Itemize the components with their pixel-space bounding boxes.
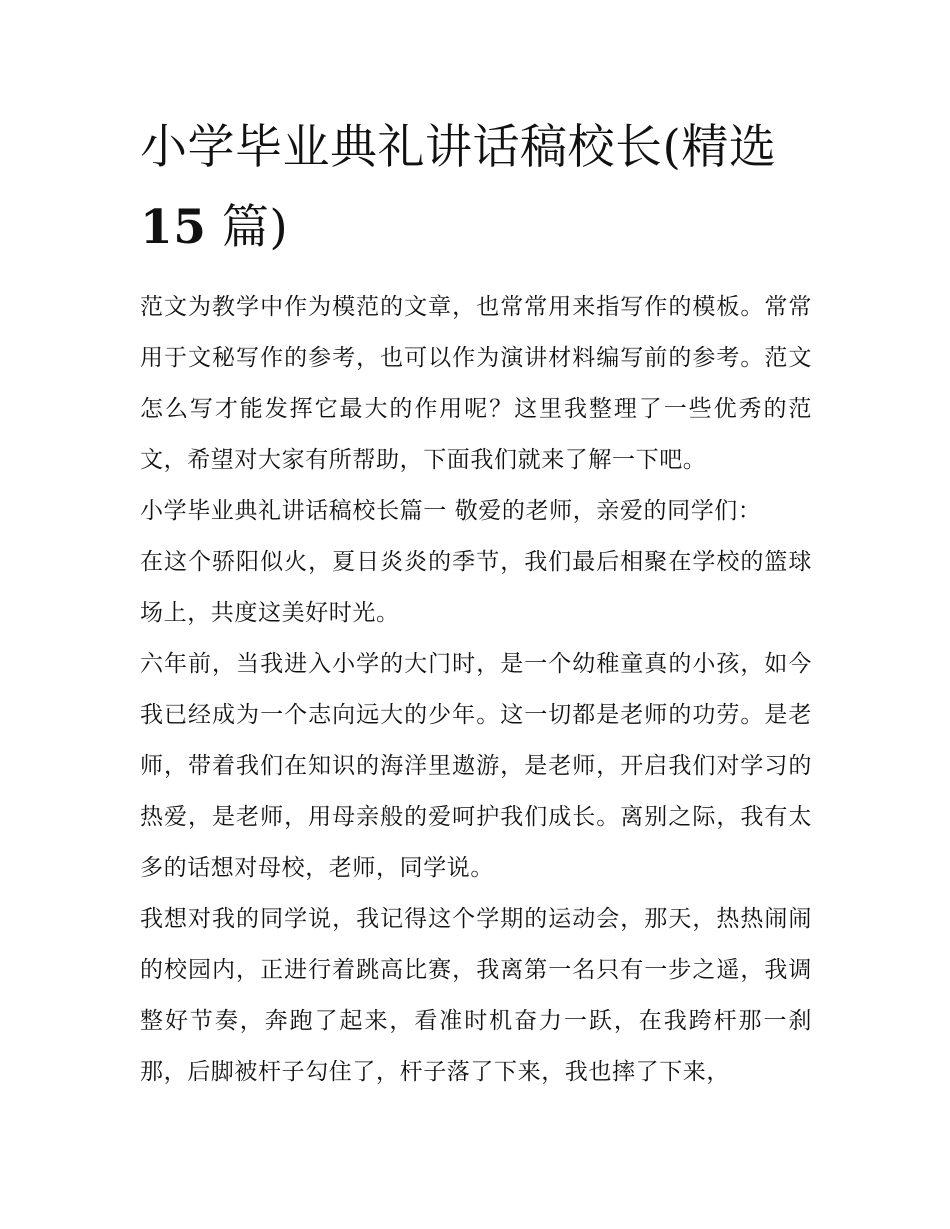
intro-paragraph: 范文为教学中作为模范的文章，也常常用来指写作的模板。常常用于文秘写作的参考，也可以作为演讲材料编写前的参考。范文怎么写才能发挥它最大的作用呢？这里我整理了一些优秀的范文，希望对大家有所帮助，下面我们就来了解一下吧。 <box>140 294 812 473</box>
page-title <box>140 108 812 268</box>
body-paragraph: 六年前，当我进入小学的大门时，是一个幼稚童真的小孩，如今我已经成为一个志向远大的少年。这一切都是老师的功劳。是老师，带着我们在知识的海洋里遨游，是老师，开启我们对学习的热爱，是老师，用母亲般的爱呵护我们成长。离别之际，我有太多的话想对母校，老师，同学说。 <box>140 651 812 881</box>
section-heading-paragraph: 小学毕业典礼讲话稿校长篇一 敬爱的老师，亲爱的同学们： <box>140 498 762 524</box>
title-number: 15 <box>140 200 207 255</box>
body-paragraph: 我想对我的同学说，我记得这个学期的运动会，那天，热热闹闹的校园内，正进行着跳高比赛，我离第一名只有一步之遥，我调整好节奏，奔跑了起来，看准时机奋力一跃，在我跨杆那一刹那，后脚被杆子勾住了，杆子落了下来，我也摔了下来， <box>140 906 812 1085</box>
body-paragraph: 在这个骄阳似火，夏日炎炎的季节，我们最后相聚在学校的篮球场上，共度这美好时光。 <box>140 549 812 626</box>
title-text: 小学毕业典礼讲话稿校长(精选 <box>140 120 777 175</box>
document-body <box>140 108 812 1098</box>
title-suffix: 篇) <box>221 200 289 255</box>
